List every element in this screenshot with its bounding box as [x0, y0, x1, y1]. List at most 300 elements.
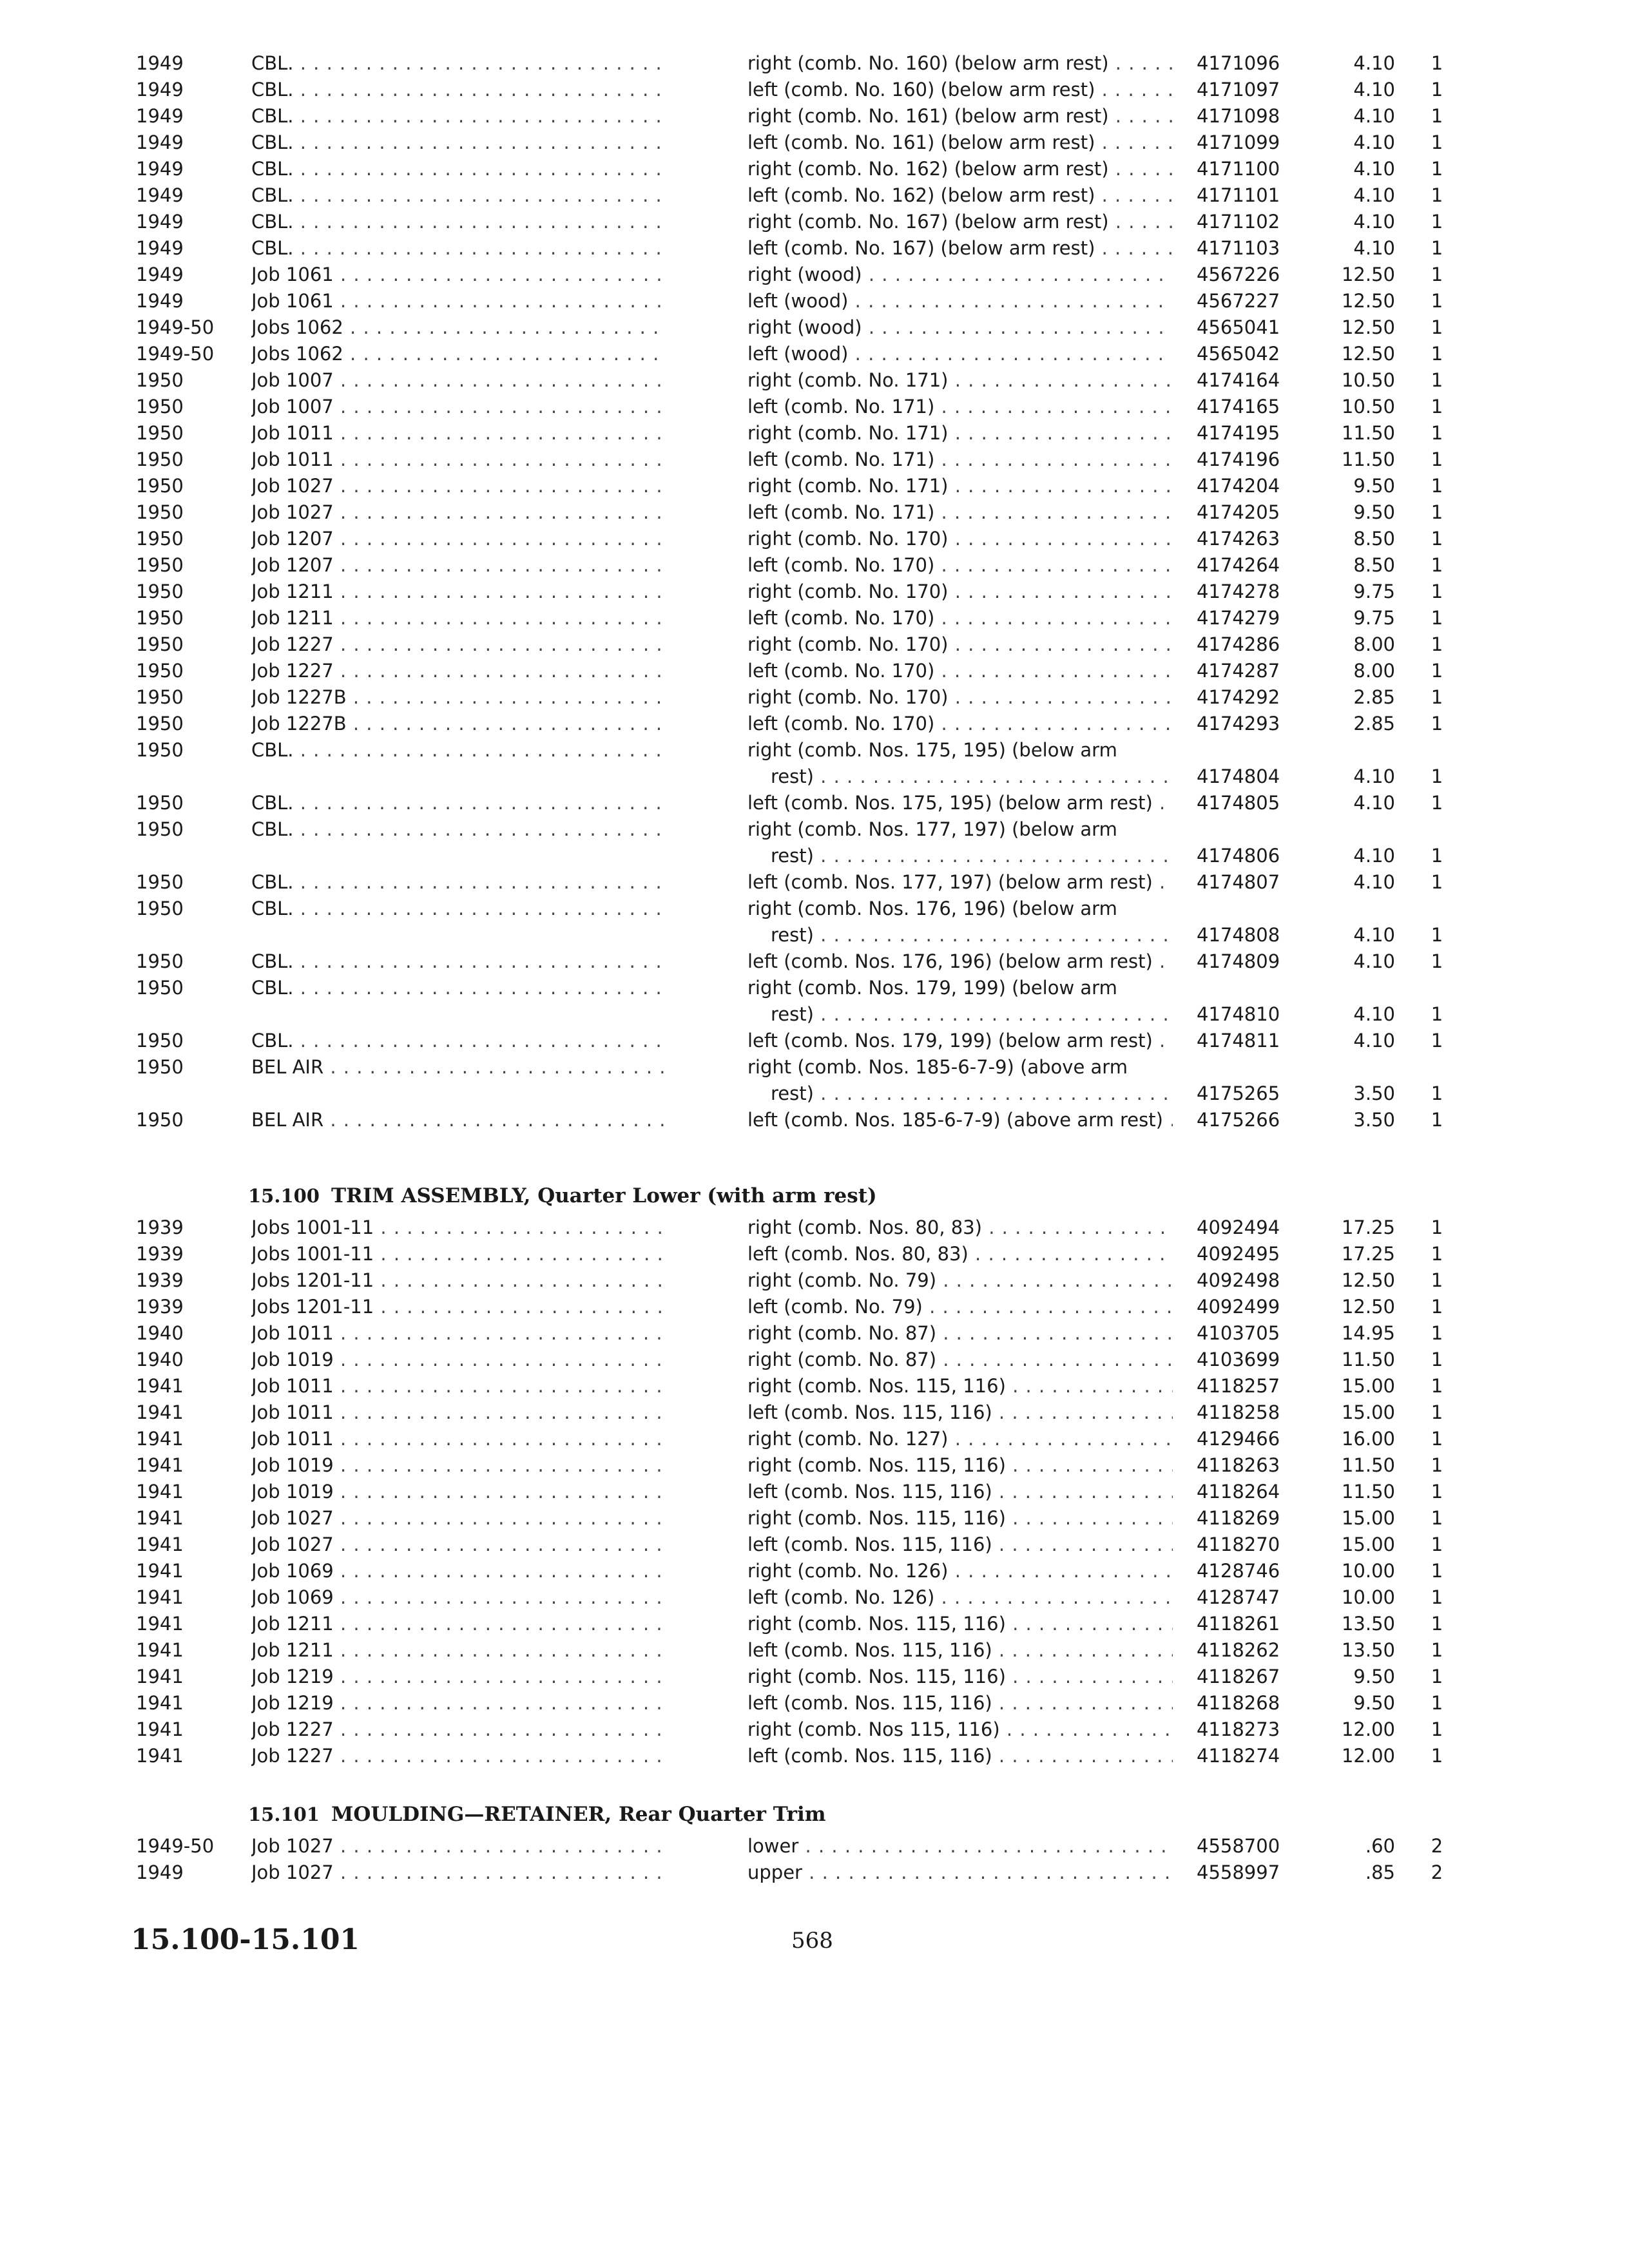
parts-row — [0, 50, 1629, 77]
description — [747, 1107, 1173, 1133]
description-line: left (wood) . . . — [747, 288, 1173, 314]
quantity: 1 — [1431, 1586, 1443, 1608]
quantity: 1 — [1431, 1401, 1443, 1423]
parts-row — [0, 1532, 1629, 1558]
model-year: 1949 — [136, 237, 184, 259]
description — [747, 1611, 1173, 1637]
quantity: 1 — [1431, 501, 1443, 523]
body-type: Job 1219 . . . — [251, 1664, 664, 1690]
parts-row — [0, 1347, 1629, 1373]
body-type: Job 1019 . . . — [251, 1479, 664, 1505]
part-number: 4171103 — [1197, 237, 1280, 259]
model-year: 1949 — [136, 184, 184, 206]
list-price: 15.00 — [1341, 1507, 1395, 1529]
body-type: CBL. . . . — [251, 156, 664, 182]
body-type: Job 1219 . . . — [251, 1690, 664, 1716]
description-line: left (comb. No. 171) . . . — [747, 499, 1173, 526]
parts-row — [0, 1028, 1629, 1054]
parts-row — [0, 1690, 1629, 1716]
list-price: 13.50 — [1341, 1613, 1395, 1635]
model-year: 1941 — [136, 1718, 184, 1740]
list-price: 9.75 — [1353, 607, 1395, 629]
model-year: 1950 — [136, 871, 184, 893]
parts-row — [0, 1716, 1629, 1743]
body-type: BEL AIR . . . — [251, 1054, 664, 1081]
part-number: 4558997 — [1197, 1861, 1280, 1883]
part-number: 4171096 — [1197, 52, 1280, 74]
model-year: 1949 — [136, 211, 184, 233]
model-year: 1950 — [136, 1109, 184, 1131]
parts-row — [0, 605, 1629, 631]
body-type: Job 1227 . . . — [251, 1716, 664, 1743]
list-price: 4.10 — [1353, 871, 1395, 893]
description — [747, 1294, 1173, 1320]
part-number: 4558700 — [1197, 1835, 1280, 1857]
description — [747, 314, 1173, 341]
quantity: 1 — [1431, 713, 1443, 735]
part-number: 4092495 — [1197, 1243, 1280, 1265]
description — [747, 1584, 1173, 1611]
body-type: Job 1027 . . . — [251, 499, 664, 526]
model-year: 1950 — [136, 686, 184, 708]
quantity: 1 — [1431, 1216, 1443, 1238]
quantity: 1 — [1431, 1030, 1443, 1052]
description-line: right (comb. No. 171) . . . — [747, 420, 1173, 447]
parts-row — [0, 182, 1629, 209]
list-price: 12.00 — [1341, 1718, 1395, 1740]
quantity: 1 — [1431, 554, 1443, 576]
description — [747, 447, 1173, 473]
quantity: 1 — [1431, 1349, 1443, 1370]
parts-row — [0, 262, 1629, 288]
description — [747, 209, 1173, 235]
part-number: 4118261 — [1197, 1613, 1280, 1635]
body-type: Job 1227B . . . — [251, 711, 664, 737]
list-price: 3.50 — [1353, 1082, 1395, 1104]
model-year: 1939 — [136, 1269, 184, 1291]
description — [747, 1664, 1173, 1690]
parts-row — [0, 394, 1629, 420]
description-line: left (comb. No. 170) . . . — [747, 658, 1173, 684]
body-type: CBL. . . . — [251, 182, 664, 209]
quantity: 1 — [1431, 211, 1443, 233]
section-header-15-101 — [248, 1803, 826, 1826]
description-line: right (comb. Nos. 177, 197) (below arm — [747, 818, 1117, 840]
part-number: 4103705 — [1197, 1322, 1280, 1344]
quantity: 1 — [1431, 290, 1443, 312]
part-number: 4128747 — [1197, 1586, 1280, 1608]
description-line: right (comb. Nos. 80, 83) . . . — [747, 1215, 1173, 1241]
quantity: 1 — [1431, 1296, 1443, 1318]
model-year: 1941 — [136, 1666, 184, 1687]
list-price: 14.95 — [1341, 1322, 1395, 1344]
quantity: 1 — [1431, 1109, 1443, 1131]
list-price: .85 — [1365, 1861, 1395, 1883]
parts-row — [0, 1241, 1629, 1267]
part-number: 4171097 — [1197, 79, 1280, 101]
quantity: 1 — [1431, 1533, 1443, 1555]
list-price: 16.00 — [1341, 1428, 1395, 1450]
model-year: 1941 — [136, 1481, 184, 1503]
description-line: left (comb. No. 170) . . . — [747, 605, 1173, 631]
description-line: right (comb. No. 127) . . . — [747, 1426, 1173, 1452]
model-year: 1949 — [136, 105, 184, 127]
part-number: 4174804 — [1197, 765, 1280, 787]
model-year: 1950 — [136, 739, 184, 761]
part-number: 4174810 — [1197, 1003, 1280, 1025]
quantity: 1 — [1431, 792, 1443, 814]
quantity: 1 — [1431, 1666, 1443, 1687]
body-type: Job 1211 . . . — [251, 1611, 664, 1637]
footer-section-range: 15.100-15.101 — [131, 1923, 360, 1956]
description-line: left (comb. Nos. 115, 116) . . . — [747, 1479, 1173, 1505]
part-number: 4118264 — [1197, 1481, 1280, 1503]
model-year: 1941 — [136, 1507, 184, 1529]
list-price: 12.50 — [1341, 264, 1395, 285]
list-price: 4.10 — [1353, 845, 1395, 867]
body-type: Job 1069 . . . — [251, 1558, 664, 1584]
part-number: 4174286 — [1197, 633, 1280, 655]
body-type: Job 1061 . . . — [251, 288, 664, 314]
parts-row — [0, 314, 1629, 341]
description-line: left (comb. No. 170) . . . — [747, 552, 1173, 579]
list-price: 4.10 — [1353, 237, 1395, 259]
body-type: CBL. . . . — [251, 948, 664, 975]
description-line: right (comb. Nos 115, 116) . . . — [747, 1716, 1173, 1743]
description-line: right (comb. No. 170) . . . — [747, 631, 1173, 658]
description — [747, 341, 1173, 367]
description-line: right (comb. No. 126) . . . — [747, 1558, 1173, 1584]
body-type: CBL. . . . — [251, 1028, 664, 1054]
description — [747, 1637, 1173, 1664]
description — [747, 1426, 1173, 1452]
part-number: 4174807 — [1197, 871, 1280, 893]
description-line: left (comb. No. 79) . . . — [747, 1294, 1173, 1320]
list-price: 4.10 — [1353, 924, 1395, 946]
list-price: 4.10 — [1353, 105, 1395, 127]
description-line: right (wood) . . . — [747, 262, 1173, 288]
body-type: CBL. . . . — [251, 790, 664, 816]
list-price: 9.50 — [1353, 1692, 1395, 1714]
part-number: 4171101 — [1197, 184, 1280, 206]
quantity: 1 — [1431, 1003, 1443, 1025]
parts-row — [0, 367, 1629, 394]
quantity: 1 — [1431, 158, 1443, 180]
quantity: 1 — [1431, 396, 1443, 418]
part-number: 4118274 — [1197, 1745, 1280, 1767]
description-line: left (comb. Nos. 115, 116) . . . — [747, 1637, 1173, 1664]
description — [747, 1716, 1173, 1743]
body-type: Job 1211 . . . — [251, 1637, 664, 1664]
model-year: 1950 — [136, 475, 184, 497]
body-type: CBL. . . . — [251, 77, 664, 103]
description — [747, 1532, 1173, 1558]
quantity: 1 — [1431, 1375, 1443, 1397]
list-price: 4.10 — [1353, 1030, 1395, 1052]
section-number: 15.101 — [248, 1803, 320, 1825]
quantity: 1 — [1431, 1428, 1443, 1450]
description-line: right (comb. Nos. 175, 195) (below arm — [747, 739, 1117, 761]
description — [747, 103, 1173, 130]
model-year: 1940 — [136, 1349, 184, 1370]
part-number: 4174164 — [1197, 369, 1280, 391]
parts-row — [0, 1426, 1629, 1452]
model-year: 1949 — [136, 79, 184, 101]
parts-row — [0, 552, 1629, 579]
part-number: 4174263 — [1197, 528, 1280, 550]
description-line: left (comb. No. 170) . . . — [747, 711, 1173, 737]
description-line: right (comb. No. 161) (below arm rest) . . . — [747, 103, 1173, 130]
parts-row — [0, 869, 1629, 896]
description — [747, 262, 1173, 288]
description-line: left (wood) . . . — [747, 341, 1173, 367]
model-year: 1950 — [136, 396, 184, 418]
body-type: Job 1211 . . . — [251, 605, 664, 631]
description — [747, 130, 1173, 156]
description-line: right (comb. Nos. 115, 116) . . . — [747, 1664, 1173, 1690]
list-price: 15.00 — [1341, 1375, 1395, 1397]
quantity: 2 — [1431, 1861, 1443, 1883]
quantity: 1 — [1431, 1269, 1443, 1291]
list-price: 4.10 — [1353, 131, 1395, 153]
part-number: 4174292 — [1197, 686, 1280, 708]
body-type: CBL. . . . — [251, 816, 664, 843]
list-price: 9.50 — [1353, 475, 1395, 497]
quantity: 1 — [1431, 1507, 1443, 1529]
body-type: Job 1011 . . . — [251, 1426, 664, 1452]
section-number: 15.100 — [248, 1185, 320, 1207]
description-line: left (comb. No. 171) . . . — [747, 447, 1173, 473]
parts-row — [0, 288, 1629, 314]
quantity: 1 — [1431, 1718, 1443, 1740]
quantity: 1 — [1431, 765, 1443, 787]
part-number: 4174278 — [1197, 581, 1280, 602]
parts-row — [0, 1399, 1629, 1426]
model-year: 1939 — [136, 1296, 184, 1318]
quantity: 1 — [1431, 52, 1443, 74]
description — [747, 182, 1173, 209]
part-number: 4174293 — [1197, 713, 1280, 735]
parts-row — [0, 473, 1629, 499]
list-price: .60 — [1365, 1835, 1395, 1857]
body-type: Job 1211 . . . — [251, 579, 664, 605]
model-year: 1950 — [136, 1030, 184, 1052]
list-price: 11.50 — [1341, 422, 1395, 444]
list-price: 12.50 — [1341, 343, 1395, 365]
description — [747, 579, 1173, 605]
description-line: upper . . . — [747, 1860, 1173, 1886]
parts-row — [0, 1664, 1629, 1690]
quantity: 1 — [1431, 1692, 1443, 1714]
parts-row — [0, 1215, 1629, 1241]
parts-row — [0, 209, 1629, 235]
parts-row — [0, 1637, 1629, 1664]
description — [747, 499, 1173, 526]
description — [747, 1320, 1173, 1347]
description — [747, 737, 1173, 790]
model-year: 1950 — [136, 713, 184, 735]
body-type: Jobs 1001-11 . . . — [251, 1215, 664, 1241]
body-type: Job 1227 . . . — [251, 658, 664, 684]
model-year: 1950 — [136, 633, 184, 655]
model-year: 1941 — [136, 1586, 184, 1608]
description-line: right (comb. Nos. 176, 196) (below arm — [747, 898, 1117, 919]
description — [747, 1054, 1173, 1107]
description — [747, 552, 1173, 579]
description-line-continued: rest) . . . — [747, 764, 1173, 790]
part-number: 4174806 — [1197, 845, 1280, 867]
model-year: 1941 — [136, 1745, 184, 1767]
part-number: 4118267 — [1197, 1666, 1280, 1687]
parts-row — [0, 975, 1629, 1028]
list-price: 17.25 — [1341, 1243, 1395, 1265]
quantity: 1 — [1431, 528, 1443, 550]
section-header-15-100 — [248, 1184, 877, 1207]
description — [747, 1860, 1173, 1886]
body-type: Job 1027 . . . — [251, 1505, 664, 1532]
description-line: left (comb. No. 167) (below arm rest) . . . — [747, 235, 1173, 262]
parts-row — [0, 790, 1629, 816]
list-price: 4.10 — [1353, 184, 1395, 206]
body-type: CBL. . . . — [251, 235, 664, 262]
description — [747, 816, 1173, 869]
body-type: Jobs 1062 . . . — [251, 314, 664, 341]
description — [747, 1028, 1173, 1054]
part-number: 4567226 — [1197, 264, 1280, 285]
description-line: right (comb. No. 171) . . . — [747, 473, 1173, 499]
quantity: 1 — [1431, 369, 1443, 391]
part-number: 4092498 — [1197, 1269, 1280, 1291]
description — [747, 473, 1173, 499]
list-price: 12.50 — [1341, 316, 1395, 338]
part-number: 4174264 — [1197, 554, 1280, 576]
model-year: 1949 — [136, 264, 184, 285]
body-type: Job 1027 . . . — [251, 1532, 664, 1558]
list-price: 12.50 — [1341, 1269, 1395, 1291]
quantity: 1 — [1431, 316, 1443, 338]
parts-row — [0, 948, 1629, 975]
list-price: 10.50 — [1341, 396, 1395, 418]
model-year: 1950 — [136, 528, 184, 550]
body-type: Jobs 1201-11 . . . — [251, 1294, 664, 1320]
part-number: 4092499 — [1197, 1296, 1280, 1318]
parts-row — [0, 1505, 1629, 1532]
description-line: right (comb. Nos. 115, 116) . . . — [747, 1611, 1173, 1637]
part-number: 4174287 — [1197, 660, 1280, 682]
model-year: 1950 — [136, 581, 184, 602]
quantity: 1 — [1431, 581, 1443, 602]
body-type: Job 1207 . . . — [251, 552, 664, 579]
model-year: 1949 — [136, 158, 184, 180]
description — [747, 367, 1173, 394]
parts-row — [0, 579, 1629, 605]
model-year: 1941 — [136, 1401, 184, 1423]
body-type: Job 1027 . . . — [251, 1860, 664, 1886]
parts-row — [0, 156, 1629, 182]
part-number: 4118263 — [1197, 1454, 1280, 1476]
model-year: 1950 — [136, 950, 184, 972]
list-price: 10.00 — [1341, 1586, 1395, 1608]
description-line: right (comb. No. 167) (below arm rest) . . . — [747, 209, 1173, 235]
description-line: right (comb. No. 87) . . . — [747, 1347, 1173, 1373]
part-number: 4174805 — [1197, 792, 1280, 814]
model-year: 1950 — [136, 898, 184, 919]
description-line: left (comb. No. 171) . . . — [747, 394, 1173, 420]
list-price: 8.00 — [1353, 660, 1395, 682]
quantity: 1 — [1431, 237, 1443, 259]
description-line: left (comb. Nos. 115, 116) . . . — [747, 1743, 1173, 1769]
parts-row — [0, 631, 1629, 658]
body-type: Job 1227 . . . — [251, 631, 664, 658]
body-type: Job 1011 . . . — [251, 447, 664, 473]
body-type: Job 1227B . . . — [251, 684, 664, 711]
description-line: right (comb. No. 171) . . . — [747, 367, 1173, 394]
body-type: Jobs 1062 . . . — [251, 341, 664, 367]
footer-page-number: 568 — [791, 1928, 833, 1954]
part-number: 4128746 — [1197, 1560, 1280, 1582]
model-year: 1949-50 — [136, 1835, 215, 1857]
parts-row — [0, 341, 1629, 367]
model-year: 1941 — [136, 1560, 184, 1582]
list-price: 8.50 — [1353, 528, 1395, 550]
model-year: 1941 — [136, 1428, 184, 1450]
description-line-continued: rest) . . . — [747, 922, 1173, 948]
description — [747, 50, 1173, 77]
description-line: right (comb. No. 87) . . . — [747, 1320, 1173, 1347]
list-price: 9.50 — [1353, 1666, 1395, 1687]
quantity: 1 — [1431, 686, 1443, 708]
quantity: 1 — [1431, 1745, 1443, 1767]
model-year: 1941 — [136, 1613, 184, 1635]
model-year: 1950 — [136, 660, 184, 682]
part-number: 4118269 — [1197, 1507, 1280, 1529]
list-price: 2.85 — [1353, 686, 1395, 708]
description — [747, 1743, 1173, 1769]
part-number: 4171098 — [1197, 105, 1280, 127]
quantity: 1 — [1431, 871, 1443, 893]
body-type: Job 1007 . . . — [251, 394, 664, 420]
description — [747, 1241, 1173, 1267]
parts-row — [0, 1479, 1629, 1505]
body-type: CBL. . . . — [251, 103, 664, 130]
description-line: left (comb. Nos. 176, 196) (below arm rest) . . . — [747, 948, 1173, 975]
part-number: 4174811 — [1197, 1030, 1280, 1052]
part-number: 4174809 — [1197, 950, 1280, 972]
list-price: 4.10 — [1353, 950, 1395, 972]
parts-row — [0, 896, 1629, 948]
model-year: 1950 — [136, 977, 184, 999]
quantity: 1 — [1431, 184, 1443, 206]
description — [747, 631, 1173, 658]
parts-row — [0, 816, 1629, 869]
quantity: 1 — [1431, 1613, 1443, 1635]
quantity: 1 — [1431, 660, 1443, 682]
list-price: 10.00 — [1341, 1560, 1395, 1582]
model-year: 1949 — [136, 52, 184, 74]
quantity: 1 — [1431, 924, 1443, 946]
parts-row — [0, 1452, 1629, 1479]
description — [747, 1479, 1173, 1505]
section-title: TRIM ASSEMBLY, Quarter Lower (with arm rest) — [331, 1184, 877, 1207]
model-year: 1950 — [136, 818, 184, 840]
parts-row — [0, 499, 1629, 526]
description-line: left (comb. Nos. 80, 83) . . . — [747, 1241, 1173, 1267]
description-line: left (comb. Nos. 115, 116) . . . — [747, 1399, 1173, 1426]
part-number: 4118262 — [1197, 1639, 1280, 1661]
model-year: 1941 — [136, 1533, 184, 1555]
description — [747, 394, 1173, 420]
list-price: 4.10 — [1353, 211, 1395, 233]
